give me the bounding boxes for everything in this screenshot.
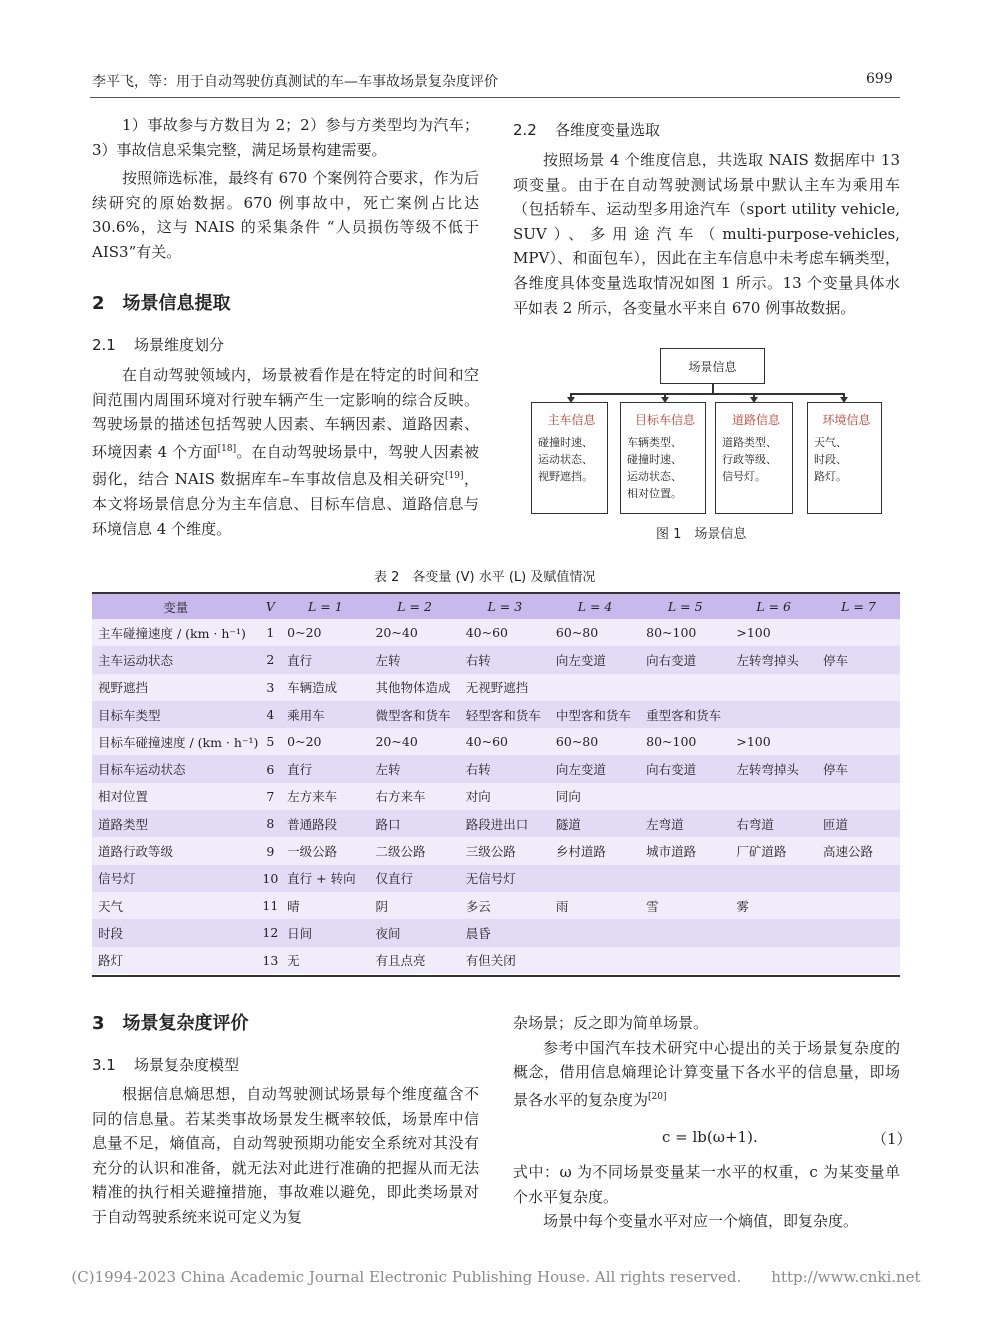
level-cell: 仅直行 bbox=[369, 865, 459, 892]
level-cell bbox=[550, 919, 640, 946]
variable-level-table bbox=[92, 594, 900, 974]
paragraph-dimension bbox=[92, 363, 479, 541]
figure-box-target-vehicle bbox=[620, 402, 706, 514]
level-cell: 80~100 bbox=[640, 619, 730, 646]
table-row bbox=[92, 892, 900, 919]
subsection-number: 2.1 bbox=[92, 336, 116, 354]
level-cell bbox=[817, 783, 900, 810]
variable-index-cell: 4 bbox=[260, 701, 282, 728]
citation-18[interactable]: [18] bbox=[217, 443, 237, 454]
variable-name-cell: 目标车运动状态 bbox=[92, 755, 260, 782]
citation-20[interactable]: [20] bbox=[648, 1091, 667, 1102]
variable-index-cell: 12 bbox=[260, 919, 282, 946]
variable-name-cell: 信号灯 bbox=[92, 865, 260, 892]
level-cell bbox=[550, 947, 640, 974]
table-row bbox=[92, 810, 900, 837]
table-row bbox=[92, 837, 900, 864]
level-cell: 左转弯掉头 bbox=[730, 755, 817, 782]
level-cell: 晴 bbox=[281, 892, 369, 919]
figure-box-title: 环境信息 bbox=[822, 413, 871, 427]
level-cell bbox=[817, 919, 900, 946]
level-cell: 60~80 bbox=[550, 728, 640, 755]
paragraph-text: ，本文将场景信息分为主车信息、目标车信息、道路信息与环境信息 4 个维度。 bbox=[92, 470, 479, 538]
figure-box-environment bbox=[807, 402, 882, 514]
table-header-cell: L = 5 bbox=[640, 594, 730, 619]
level-cell: 路口 bbox=[369, 810, 459, 837]
level-cell: 隧道 bbox=[550, 810, 640, 837]
level-cell bbox=[817, 728, 900, 755]
variable-index-cell: 5 bbox=[260, 728, 282, 755]
variable-index-cell: 3 bbox=[260, 674, 282, 701]
level-cell bbox=[730, 674, 817, 701]
table-row bbox=[92, 728, 900, 755]
level-cell: 右方来车 bbox=[369, 783, 459, 810]
right-column-bottom bbox=[513, 1011, 900, 1112]
variable-name-cell: 视野遮挡 bbox=[92, 674, 260, 701]
level-cell: 左方来车 bbox=[281, 783, 369, 810]
level-cell: 直行 bbox=[281, 646, 369, 673]
level-cell: 向左变道 bbox=[550, 755, 640, 782]
variable-index-cell: 10 bbox=[260, 865, 282, 892]
table-row bbox=[92, 783, 900, 810]
level-cell: 左转 bbox=[369, 755, 459, 782]
variable-name-cell: 主车运动状态 bbox=[92, 646, 260, 673]
level-cell: 夜间 bbox=[369, 919, 459, 946]
level-cell bbox=[640, 947, 730, 974]
paragraph-where: 式中：ω 为不同场景变量某一水平的权重，c 为某变量单个水平复杂度。 bbox=[513, 1163, 900, 1206]
subsection-title: 场景维度划分 bbox=[134, 336, 225, 354]
level-cell: 乡村道路 bbox=[550, 837, 640, 864]
connector-line bbox=[570, 393, 843, 395]
table-header-cell: L = 7 bbox=[817, 594, 900, 619]
level-cell: 雨 bbox=[550, 892, 640, 919]
level-cell: 厂矿道路 bbox=[730, 837, 817, 864]
level-cell bbox=[817, 865, 900, 892]
section-number: 3 bbox=[92, 1013, 105, 1034]
level-cell: 向右变道 bbox=[640, 646, 730, 673]
subsection-title: 场景复杂度模型 bbox=[134, 1056, 240, 1074]
section-2-heading bbox=[92, 289, 231, 315]
variable-name-cell: 路灯 bbox=[92, 947, 260, 974]
table-row bbox=[92, 646, 900, 673]
subsection-number: 3.1 bbox=[92, 1056, 116, 1074]
paragraph-variables: 按照场景 4 个维度信息，共选取 NAIS 数据库中 13 项变量。由于在自动驾驶测试场景中默认主车为乘用车（包括轿车、运动型多用途汽车（sport utility vehicle, SUV）、多用途汽车（multi-purpose-vehicles, MPV）、和面包车），因此在主车信息中未考虑车辆类型，各维度具体变量选取情况如图 1 所示。13 个变量具体水平如表 2 所示，各变量水平来自 670 例事故数据。 bbox=[513, 151, 900, 317]
level-cell bbox=[817, 674, 900, 701]
level-cell: 右弯道 bbox=[730, 810, 817, 837]
table-row bbox=[92, 755, 900, 782]
paragraph-criteria: 1）事故参与方数目为 2；2）参与方类型均为汽车；3）事故信息采集完整，满足场景构建需要。 bbox=[92, 116, 479, 159]
figure-root-box: 场景信息 bbox=[660, 348, 765, 384]
table-header-cell: L = 3 bbox=[460, 594, 550, 619]
level-cell bbox=[730, 783, 817, 810]
level-cell: 40~60 bbox=[460, 619, 550, 646]
table-row bbox=[92, 865, 900, 892]
level-cell bbox=[550, 865, 640, 892]
variable-name-cell: 道路类型 bbox=[92, 810, 260, 837]
level-cell: 左转 bbox=[369, 646, 459, 673]
level-cell: 右转 bbox=[460, 646, 550, 673]
level-cell: 路段进出口 bbox=[460, 810, 550, 837]
subsection-3-1-heading bbox=[92, 1054, 239, 1075]
copyright-footer: (C)1994-2023 China Academic Journal Electronic Publishing House. All rights reserved. http://www.cnki.net bbox=[71, 1268, 921, 1286]
level-cell: 无 bbox=[281, 947, 369, 974]
level-cell bbox=[817, 892, 900, 919]
level-cell bbox=[730, 919, 817, 946]
level-cell: 左转弯掉头 bbox=[730, 646, 817, 673]
level-cell: 停车 bbox=[817, 755, 900, 782]
level-cell: 二级公路 bbox=[369, 837, 459, 864]
variable-name-cell: 相对位置 bbox=[92, 783, 260, 810]
level-cell: 雾 bbox=[730, 892, 817, 919]
left-column-body bbox=[92, 363, 479, 541]
level-cell: 中型客和货车 bbox=[550, 701, 640, 728]
level-cell: 雪 bbox=[640, 892, 730, 919]
figure-box-body: 道路类型、 行政等级、 信号灯。 bbox=[722, 436, 777, 483]
level-cell bbox=[730, 865, 817, 892]
table-caption: 表 2 各变量 (V) 水平 (L) 及赋值情况 bbox=[374, 570, 596, 585]
variable-index-cell: 13 bbox=[260, 947, 282, 974]
level-cell: 有但关闭 bbox=[460, 947, 550, 974]
table-row bbox=[92, 619, 900, 646]
table-header-cell: L = 4 bbox=[550, 594, 640, 619]
level-cell: 普通路段 bbox=[281, 810, 369, 837]
level-cell: 向左变道 bbox=[550, 646, 640, 673]
figure-box-title: 主车信息 bbox=[547, 413, 596, 427]
section-title: 场景信息提取 bbox=[122, 293, 231, 314]
level-cell bbox=[640, 783, 730, 810]
header-rule bbox=[90, 97, 900, 98]
level-cell: 20~40 bbox=[369, 728, 459, 755]
variable-index-cell: 2 bbox=[260, 646, 282, 673]
level-cell: 高速公路 bbox=[817, 837, 900, 864]
level-cell bbox=[730, 701, 817, 728]
level-cell: 无视野遮挡 bbox=[460, 674, 550, 701]
figure-box-body: 天气、 时段、 路灯。 bbox=[814, 436, 847, 483]
figure-box-road bbox=[715, 402, 793, 514]
level-cell bbox=[640, 919, 730, 946]
table-bottom-rule bbox=[92, 975, 900, 977]
level-cell: 有且点亮 bbox=[369, 947, 459, 974]
figure-box-title: 目标车信息 bbox=[634, 413, 695, 427]
level-cell: >100 bbox=[730, 728, 817, 755]
paragraph-entropy-value: 场景中每个变量水平对应一个熵值，即复杂度。 bbox=[543, 1212, 859, 1231]
level-cell: 80~100 bbox=[640, 728, 730, 755]
variable-name-cell: 天气 bbox=[92, 892, 260, 919]
level-cell: 向右变道 bbox=[640, 755, 730, 782]
variable-name-cell: 时段 bbox=[92, 919, 260, 946]
table-header-cell: L = 2 bbox=[369, 594, 459, 619]
figure-box-host-vehicle bbox=[531, 402, 608, 514]
paragraph-continuation: 杂场景；反之即为简单场景。 bbox=[513, 1014, 709, 1032]
variable-index-cell: 9 bbox=[260, 837, 282, 864]
variable-index-cell: 7 bbox=[260, 783, 282, 810]
equation-number: （1） bbox=[872, 1130, 912, 1148]
table-row bbox=[92, 947, 900, 974]
paragraph-complexity-concept bbox=[513, 1036, 900, 1113]
subsection-2-1-heading bbox=[92, 334, 224, 355]
level-cell: 左弯道 bbox=[640, 810, 730, 837]
level-cell bbox=[640, 674, 730, 701]
level-cell: 阴 bbox=[369, 892, 459, 919]
level-cell bbox=[550, 674, 640, 701]
subsection-title: 各维度变量选取 bbox=[555, 121, 661, 139]
variable-name-cell: 主车碰撞速度 / (km · h⁻¹) bbox=[92, 619, 260, 646]
level-cell: 乘用车 bbox=[281, 701, 369, 728]
section-title: 场景复杂度评价 bbox=[122, 1013, 249, 1034]
level-cell: >100 bbox=[730, 619, 817, 646]
figure-box-body: 碰撞时速、 运动状态、 视野遮挡。 bbox=[538, 436, 593, 483]
table-header-row bbox=[92, 594, 900, 619]
level-cell: 同向 bbox=[550, 783, 640, 810]
table-row bbox=[92, 701, 900, 728]
level-cell: 0~20 bbox=[281, 619, 369, 646]
paragraph-selection: 按照筛选标准，最终有 670 个案例符合要求，作为后续研究的原始数据。670 例事故中，死亡案例占比达 30.6%，这与 NAIS 的采集条件 “人员损伤等级不低于 AIS3”有关。 bbox=[92, 169, 479, 261]
level-cell: 轻型客和货车 bbox=[460, 701, 550, 728]
figure-caption: 图 1 场景信息 bbox=[656, 527, 747, 542]
section-3-heading bbox=[92, 1009, 249, 1035]
level-cell bbox=[817, 947, 900, 974]
level-cell: 其他物体造成 bbox=[369, 674, 459, 701]
level-cell: 无信号灯 bbox=[460, 865, 550, 892]
left-column-section3-body bbox=[92, 1082, 479, 1230]
level-cell: 60~80 bbox=[550, 619, 640, 646]
level-cell: 重型客和货车 bbox=[640, 701, 730, 728]
figure-box-title: 道路信息 bbox=[731, 413, 780, 427]
level-cell bbox=[640, 865, 730, 892]
paragraph-text: 在自动驾驶领域内，场景被看作是在特定的时间和空间范围内周围环境对行驶车辆产生一定影响的综合反映。驾驶场景的描述包括驾驶人因素、车辆因素、道路因素、环境因素 4 个方面 bbox=[92, 366, 479, 461]
level-cell: 日间 bbox=[281, 919, 369, 946]
level-cell: 车辆造成 bbox=[281, 674, 369, 701]
level-cell: 停车 bbox=[817, 646, 900, 673]
variable-index-cell: 6 bbox=[260, 755, 282, 782]
level-cell: 对向 bbox=[460, 783, 550, 810]
level-cell: 晨昏 bbox=[460, 919, 550, 946]
level-cell: 多云 bbox=[460, 892, 550, 919]
paragraph-text: 。在自动驾驶场景中，驾驶人因素被弱化，结合 NAIS 数据库车–车事故信息及相关研究 bbox=[92, 442, 479, 489]
table-header-cell: 变量 bbox=[92, 594, 260, 619]
level-cell: 20~40 bbox=[369, 619, 459, 646]
level-cell: 右转 bbox=[460, 755, 550, 782]
page-number: 699 bbox=[866, 71, 893, 87]
variable-name-cell: 道路行政等级 bbox=[92, 837, 260, 864]
variable-index-cell: 8 bbox=[260, 810, 282, 837]
paragraph-entropy: 根据信息熵思想，自动驾驶测试场景每个维度蕴含不同的信息量。若某类事故场景发生概率较低，场景库中信息量不足，熵值高，自动驾驶预期功能安全系统对其没有充分的认识和准备，就无法对此进行准确的把握从而无法精准的执行相关避撞措施，事故难以避免，即此类场景对于自动驾驶系统来说可定义为复 bbox=[92, 1085, 479, 1226]
table-header-cell: V bbox=[260, 594, 282, 619]
right-column-body bbox=[513, 148, 900, 320]
citation-19[interactable]: [19] bbox=[445, 471, 464, 482]
variable-name-cell: 目标车碰撞速度 / (km · h⁻¹) bbox=[92, 728, 260, 755]
level-cell bbox=[817, 619, 900, 646]
variable-index-cell: 11 bbox=[260, 892, 282, 919]
subsection-2-2-heading bbox=[513, 119, 660, 140]
equation: c = lb(ω+1). bbox=[662, 1128, 758, 1146]
right-column-after-equation bbox=[513, 1160, 900, 1234]
running-header: 李平飞，等：用于自动驾驶仿真测试的车—车事故场景复杂度评价 bbox=[92, 74, 498, 90]
level-cell bbox=[730, 947, 817, 974]
paragraph-text: 参考中国汽车技术研究中心提出的关于场景复杂度的概念，借用信息熵理论计算变量下各水平的信息量，即场景各水平的复杂度为 bbox=[513, 1038, 900, 1109]
level-cell: 一级公路 bbox=[281, 837, 369, 864]
level-cell: 匝道 bbox=[817, 810, 900, 837]
left-column-top bbox=[92, 113, 479, 265]
section-number: 2 bbox=[92, 293, 105, 314]
table-row bbox=[92, 919, 900, 946]
table-header-cell: L = 1 bbox=[281, 594, 369, 619]
variable-name-cell: 目标车类型 bbox=[92, 701, 260, 728]
level-cell: 直行 + 转向 bbox=[281, 865, 369, 892]
subsection-number: 2.2 bbox=[513, 121, 537, 139]
level-cell: 城市道路 bbox=[640, 837, 730, 864]
table-header-cell: L = 6 bbox=[730, 594, 817, 619]
level-cell: 0~20 bbox=[281, 728, 369, 755]
figure-box-body: 车辆类型、 碰撞时速、 运动状态、 相对位置。 bbox=[627, 436, 682, 500]
level-cell: 三级公路 bbox=[460, 837, 550, 864]
table-row bbox=[92, 674, 900, 701]
level-cell: 40~60 bbox=[460, 728, 550, 755]
table-body bbox=[92, 619, 900, 974]
level-cell: 微型客和货车 bbox=[369, 701, 459, 728]
level-cell: 直行 bbox=[281, 755, 369, 782]
variable-index-cell: 1 bbox=[260, 619, 282, 646]
level-cell bbox=[817, 701, 900, 728]
